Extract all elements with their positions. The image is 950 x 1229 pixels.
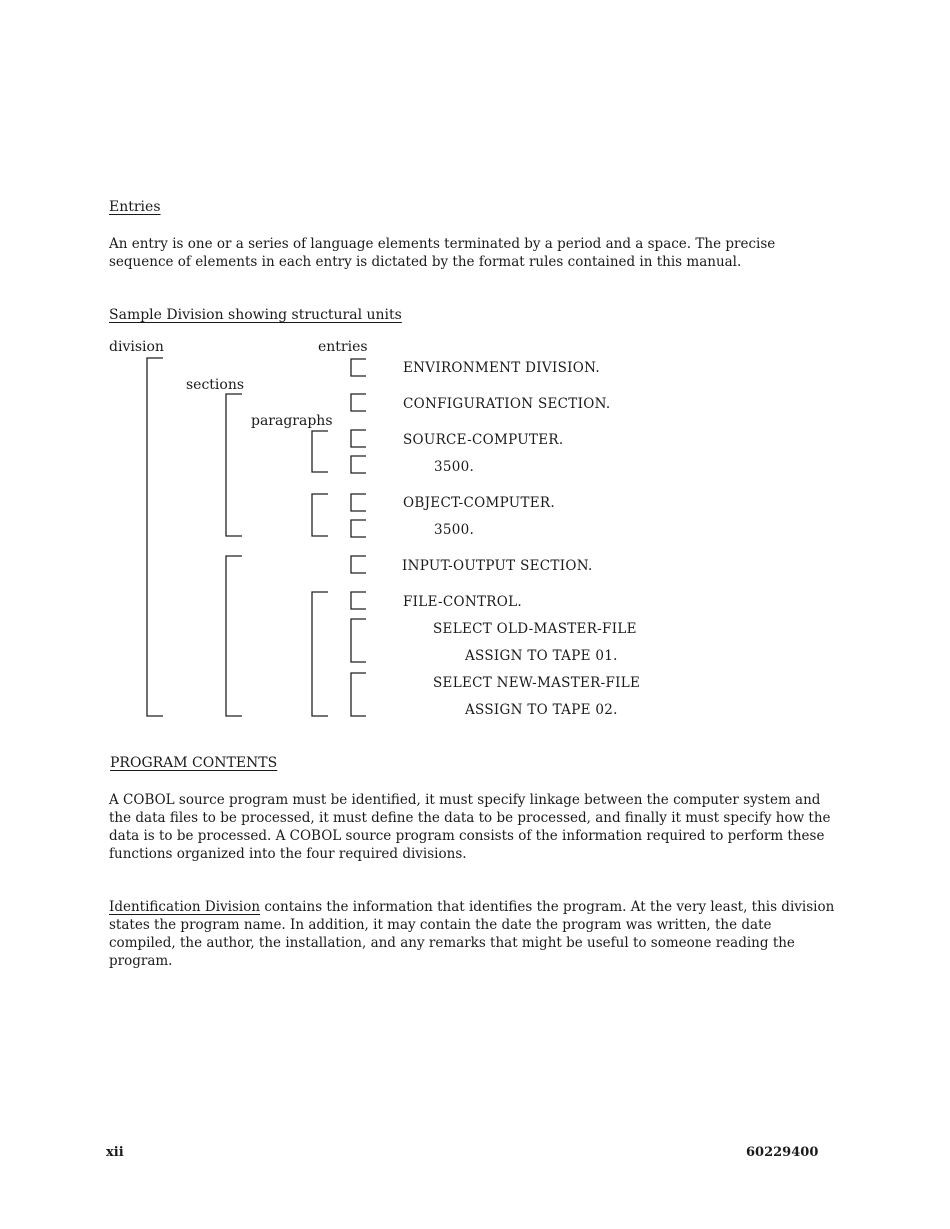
entry-bracket xyxy=(351,494,366,511)
section-bracket-input-output xyxy=(226,556,242,716)
code-line: ASSIGN TO TAPE 02. xyxy=(465,702,618,718)
paragraph-bracket-file-control xyxy=(312,592,328,716)
entry-bracket xyxy=(351,619,366,662)
entry-bracket xyxy=(351,592,366,609)
entries-heading: Entries xyxy=(109,199,161,215)
code-line: ENVIRONMENT DIVISION. xyxy=(403,360,601,376)
paragraph-bracket-source-computer xyxy=(312,431,328,472)
document-number: 60229400 xyxy=(746,1145,819,1160)
code-line: 3500. xyxy=(434,459,475,475)
entries-paragraph: An entry is one or a series of language elements terminated by a period and a space. The precise sequence of elements in each entry is dictated by the format rules contained in this manual. xyxy=(109,236,776,270)
identification-description: contains the information that identifies the program. At the very least, this division states the program name. In addition, it may contain the date the program was written, the date compiled, the author, the installation, and any remarks that might be useful to someone reading the program. xyxy=(109,899,835,969)
entry-bracket xyxy=(351,430,366,447)
page-number: xii xyxy=(106,1145,124,1160)
entry-bracket xyxy=(351,394,366,411)
code-line: CONFIGURATION SECTION. xyxy=(403,396,611,412)
entry-bracket xyxy=(351,520,366,537)
paragraphs-label: paragraphs xyxy=(251,413,333,429)
section-bracket-configuration xyxy=(226,394,242,536)
code-line: 3500. xyxy=(434,522,475,538)
entries-label: entries xyxy=(318,339,368,355)
entry-bracket xyxy=(351,673,366,716)
entry-bracket xyxy=(351,359,366,376)
entry-bracket xyxy=(351,456,366,473)
code-line: SOURCE-COMPUTER. xyxy=(403,432,564,448)
division-bracket xyxy=(147,358,163,716)
code-line: ASSIGN TO TAPE 01. xyxy=(465,648,618,664)
entry-bracket xyxy=(351,556,366,573)
identification-paragraph xyxy=(109,898,839,970)
code-line: SELECT OLD-MASTER-FILE xyxy=(433,621,637,637)
identification-division-term: Identification Division xyxy=(109,899,261,915)
program-contents-paragraph: A COBOL source program must be identified, it must specify linkage between the computer system and the data files to be processed, it must define the data to be processed, and finally it must specify how the data is to be processed. A COBOL source program consists of the information required to perform these functions organized into the four required divisions. xyxy=(109,792,831,862)
paragraph-bracket-object-computer xyxy=(312,494,328,536)
code-line: SELECT NEW-MASTER-FILE xyxy=(433,675,641,691)
sample-division-heading: Sample Division showing structural units xyxy=(109,307,402,323)
sections-label: sections xyxy=(186,377,245,393)
code-line: INPUT-OUTPUT SECTION. xyxy=(402,558,593,574)
program-contents-heading: PROGRAM CONTENTS xyxy=(110,755,278,771)
division-label: division xyxy=(109,339,164,355)
code-line: FILE-CONTROL. xyxy=(403,594,522,610)
code-line: OBJECT-COMPUTER. xyxy=(403,495,555,511)
